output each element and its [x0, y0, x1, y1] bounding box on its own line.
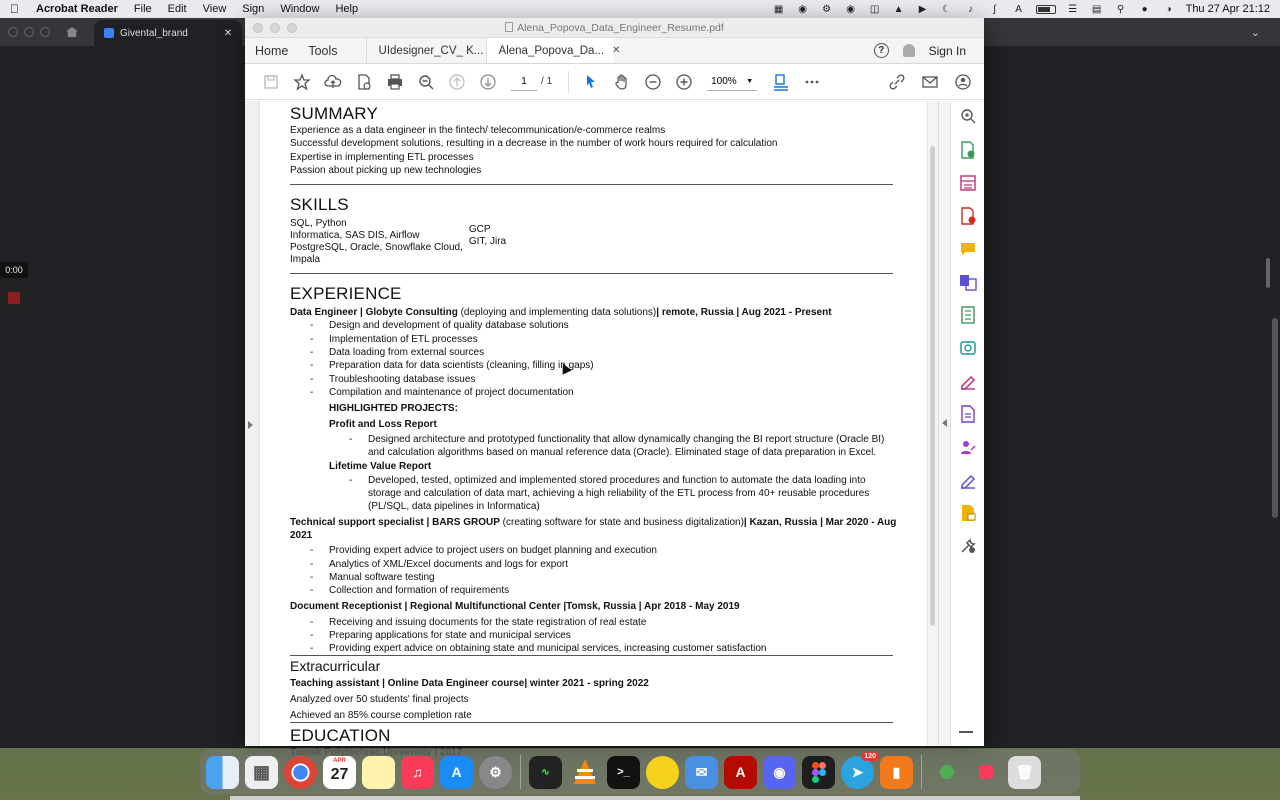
section-heading-experience: EXPERIENCE: [290, 284, 402, 304]
list-item: - Preparing applications for state and municipal services: [290, 629, 900, 642]
divider: [290, 184, 893, 185]
minimize-dot-icon[interactable]: [24, 27, 34, 37]
job-meta: | Kazan, Russia | Mar 2020 - Aug 2021: [290, 516, 897, 541]
browser-tab-label: Givental_brand: [120, 27, 188, 39]
skill-line: GIT, Jira: [468, 236, 507, 248]
system-settings-icon[interactable]: ⚙: [479, 756, 512, 789]
telegram-icon[interactable]: ➤ 120: [841, 756, 874, 789]
home-icon[interactable]: [66, 27, 78, 37]
extracurricular-line: Analyzed over 50 students' final projects: [290, 693, 469, 705]
control-center-icon[interactable]: ▤: [1091, 3, 1102, 15]
chevron-down-icon: ▼: [746, 77, 754, 85]
chrome-icon[interactable]: [284, 756, 317, 789]
collapse-pane-icon[interactable]: [959, 731, 973, 733]
zoom-select[interactable]: [707, 73, 757, 91]
bluetooth-icon[interactable]: ∫: [993, 3, 996, 15]
record-icon[interactable]: ◉: [846, 3, 855, 15]
acrobat-reader-icon[interactable]: A: [724, 756, 757, 789]
network-icon[interactable]: ▦: [773, 3, 784, 15]
job-description: (creating software for state and business digitalization): [499, 516, 744, 528]
sign-in-button[interactable]: Sign In: [928, 43, 966, 58]
list-item: - Providing expert advice on obtaining state and municipal services, increasing customer satisfaction: [290, 642, 900, 655]
section-heading-skills: SKILLS: [290, 195, 349, 215]
previous-page-icon[interactable]: [441, 68, 472, 96]
terminal-icon[interactable]: >_: [607, 756, 640, 789]
user-switch-icon[interactable]: ●: [1141, 3, 1148, 15]
tools-pane: [950, 101, 984, 746]
notification-count-icon[interactable]: ◉: [798, 3, 807, 15]
browser-tab[interactable]: [94, 20, 242, 46]
document-viewport[interactable]: [245, 101, 984, 746]
job-title: Document Receptionist | Regional Multifunctional Center |Tomsk, Russia | Apr 2018 - May 2019: [290, 601, 740, 613]
job-meta: | remote, Russia | Aug 2021 - Present: [656, 307, 832, 319]
export-pdf-icon[interactable]: [959, 141, 977, 159]
dock-divider: [520, 755, 521, 789]
mail-icon[interactable]: ✉: [685, 756, 718, 789]
list-item: - Data loading from external sources: [290, 346, 900, 359]
mail-icon[interactable]: [914, 68, 945, 96]
summary-line: Expertise in implementing ETL processes: [290, 151, 474, 163]
section-heading-summary: SUMMARY: [290, 104, 378, 123]
bell-icon[interactable]: [903, 44, 915, 57]
home-tab[interactable]: Home: [255, 43, 289, 58]
highlighted-projects-heading: HIGHLIGHTED PROJECTS:: [329, 403, 458, 415]
list-item: - Implementation of ETL processes: [290, 333, 900, 346]
shield-icon[interactable]: ◫: [869, 3, 880, 15]
list-item: - Manual software testing: [290, 571, 900, 584]
zoom-in-icon[interactable]: [668, 68, 699, 96]
skill-line: GCP: [468, 224, 491, 236]
right-panel-toggle[interactable]: [938, 101, 950, 746]
skill-line: Informatica, SAS DIS, Airflow: [290, 230, 420, 242]
section-heading-extracurricular: Extracurricular: [290, 657, 381, 674]
summary-line: Successful development solutions, resulting in a decrease in the number of work hours required for calculation: [290, 138, 778, 150]
close-icon[interactable]: ✕: [612, 45, 621, 56]
vertical-scrollbar[interactable]: [928, 101, 938, 746]
document-tab-label: Alena_Popova_Da...: [498, 44, 605, 57]
divider: [568, 71, 569, 93]
battery-icon[interactable]: [1036, 5, 1056, 14]
search-icon[interactable]: [959, 107, 977, 125]
compress-pdf-icon[interactable]: [959, 306, 977, 324]
menu-bar: [0, 0, 1280, 18]
list-item: - Designed architecture and prototyped functionality that allow dynamically changing the BI report structure (Oracle BI) and calculation algorithms based on manual reference data (Oracle). Eliminated stage of data preparation in Excel.: [290, 433, 890, 460]
dock-divider: [921, 755, 922, 789]
document-tab-active[interactable]: [486, 38, 621, 63]
close-dot-icon[interactable]: [8, 27, 18, 37]
unread-badge: 120: [861, 752, 879, 761]
chevron-down-icon[interactable]: ⌄: [1250, 27, 1260, 39]
menu-app-name[interactable]: Acrobat Reader: [36, 3, 118, 15]
figma-icon[interactable]: [802, 756, 835, 789]
moon-icon[interactable]: ☾: [942, 3, 952, 15]
job-title: Data Engineer | Globyte Consulting: [290, 307, 458, 319]
star-icon[interactable]: [286, 68, 317, 96]
calendar-day: 27: [330, 766, 349, 783]
select-pointer-icon[interactable]: [575, 68, 606, 96]
background-window-strip: [230, 796, 1080, 800]
hand-tool-icon[interactable]: [606, 68, 637, 96]
music-minimized-icon[interactable]: [969, 756, 1002, 789]
stop-icon: [8, 292, 20, 304]
file-share-icon[interactable]: [348, 68, 379, 96]
finder-icon[interactable]: [206, 756, 239, 789]
menu-view[interactable]: View: [202, 3, 227, 15]
sign-pen-icon[interactable]: [959, 471, 977, 489]
create-pdf-icon[interactable]: [959, 207, 977, 225]
play-icon[interactable]: ▶: [918, 3, 927, 15]
zoom-out-search-icon[interactable]: [410, 68, 441, 96]
next-page-icon[interactable]: [472, 68, 503, 96]
clock[interactable]: Thu 27 Apr 21:12: [1185, 3, 1270, 15]
acrobat-window: [245, 18, 984, 746]
window-title: [245, 22, 984, 34]
keyboard-layout-icon[interactable]: A: [1015, 3, 1022, 15]
activity-monitor-icon[interactable]: ∿: [529, 756, 562, 789]
summary-line: Experience as a data engineer in the fintech/ telecommunication/e-commerce realms: [290, 125, 666, 136]
siri-icon[interactable]: ◑: [1165, 3, 1172, 15]
list-item: - Developed, tested, optimized and implemented stored procedures and function to automate the data loading into storage and calculation of data mart, achieving a high reliability of the ETL process from 40+ reusable procedures (PL/SQL, data pipelines in Informatica): [290, 474, 890, 514]
discord-icon[interactable]: ◉: [763, 756, 796, 789]
page-number-input[interactable]: 1: [511, 73, 537, 91]
skill-line: Impala: [290, 254, 321, 266]
pdf-page: [260, 101, 927, 746]
trash-icon[interactable]: 🗑: [1008, 756, 1041, 789]
job-description: (deploying and implementing data solutions): [457, 307, 657, 319]
menu-edit[interactable]: Edit: [167, 3, 187, 15]
calendar-icon[interactable]: [323, 756, 356, 789]
left-panel-toggle[interactable]: [245, 101, 258, 746]
launchpad-icon[interactable]: ▦: [245, 756, 278, 789]
skill-line: SQL, Python: [290, 218, 347, 230]
document-icon: [505, 22, 513, 32]
save-icon[interactable]: [255, 68, 286, 96]
list-item: - Receiving and issuing documents for the state registration of real estate: [290, 616, 900, 629]
notes-icon[interactable]: [362, 756, 395, 789]
vlc-icon[interactable]: [568, 756, 601, 789]
stop-recording-button[interactable]: [0, 284, 28, 312]
dock: [200, 749, 1080, 795]
fill-sign-icon[interactable]: [959, 405, 977, 423]
edit-pdf-icon[interactable]: [959, 372, 977, 390]
scrollbar-thumb[interactable]: [930, 146, 935, 626]
list-item: - Providing expert advice to project users on budget planning and execution: [290, 544, 900, 557]
page-display-icon[interactable]: [765, 68, 796, 96]
zoom-out-icon[interactable]: [637, 68, 668, 96]
scrollbar[interactable]: [1266, 258, 1270, 288]
help-icon[interactable]: ?: [874, 43, 889, 58]
print-icon[interactable]: [379, 68, 410, 96]
toolbar: [245, 64, 984, 100]
menu-help[interactable]: Help: [335, 3, 359, 15]
title-bar: [245, 18, 984, 38]
project-title: Lifetime Value Report: [329, 461, 432, 473]
request-signature-icon[interactable]: [959, 438, 977, 456]
wifi-icon[interactable]: ☰: [1068, 3, 1078, 15]
chevron-left-icon: [942, 419, 947, 427]
job-title-line: [290, 516, 900, 543]
document-tab-label: UIdesigner_CV_ K...: [378, 44, 484, 57]
list-item: - Compilation and maintenance of project documentation: [290, 386, 900, 399]
menu-sign[interactable]: Sign: [242, 3, 265, 15]
vpn-icon[interactable]: ▲: [893, 3, 904, 15]
app-store-icon[interactable]: A: [440, 756, 473, 789]
job-title: Technical support specialist | BARS GROUP: [290, 516, 500, 528]
calendar-month: APR: [333, 757, 346, 764]
organize-pages-icon[interactable]: [959, 174, 977, 192]
list-item: - Troubleshooting database issues: [290, 373, 900, 386]
scan-ocr-icon[interactable]: [959, 339, 977, 357]
section-heading-education: EDUCATION: [290, 725, 391, 745]
status-area: [772, 3, 1270, 15]
list-item: - Design and development of quality database solutions: [290, 319, 900, 332]
music-icon[interactable]: ♫: [401, 756, 434, 789]
chevron-right-icon: [248, 421, 253, 429]
project-title: Profit and Loss Report: [329, 418, 437, 430]
list-item: - Preparation data for data scientists (cleaning, filling in gaps): [290, 359, 900, 372]
upload-cloud-icon[interactable]: [317, 68, 348, 96]
skill-line: PostgreSQL, Oracle, Snowflake Cloud,: [290, 242, 463, 254]
window-title-text: Alena_Popova_Data_Engineer_Resume.pdf: [517, 21, 724, 34]
recording-timer: 0:00: [0, 262, 28, 278]
chrome-minimized-icon[interactable]: [930, 756, 963, 789]
apple-menu-icon[interactable]: [10, 3, 22, 15]
volume-icon[interactable]: ♪: [968, 3, 974, 15]
skills-list: [290, 218, 900, 266]
combine-files-icon[interactable]: [959, 273, 977, 291]
divider: [290, 273, 893, 274]
close-icon[interactable]: ✕: [223, 27, 233, 39]
more-tools-icon[interactable]: [959, 537, 977, 555]
add-user-icon[interactable]: [947, 68, 978, 96]
scrollbar[interactable]: [1272, 318, 1278, 518]
books-icon[interactable]: ▮: [880, 756, 913, 789]
protect-file-icon[interactable]: [959, 504, 977, 522]
favicon-icon: [104, 28, 114, 38]
menu-file[interactable]: File: [133, 3, 152, 15]
tools-tab[interactable]: Tools: [308, 43, 338, 58]
page-total: / 1: [541, 76, 553, 87]
zoom-dot-icon[interactable]: [40, 27, 50, 37]
summary-line: Passion about picking up new technologies: [290, 164, 482, 176]
extracurricular-line: Achieved an 85% course completion rate: [290, 710, 472, 722]
list-item: - Analytics of XML/Excel documents and logs for export: [290, 558, 900, 571]
settings-icon[interactable]: ⚙: [822, 3, 832, 15]
link-share-icon[interactable]: [881, 68, 912, 96]
list-item: - Collection and formation of requirements: [290, 584, 900, 597]
zoom-value: 100%: [711, 75, 737, 87]
comment-icon[interactable]: [959, 240, 977, 258]
cyberduck-icon[interactable]: [646, 756, 679, 789]
menu-window[interactable]: Window: [280, 3, 320, 15]
extracurricular-title: Teaching assistant | Online Data Engineer course| winter 2021 - spring 2022: [290, 677, 649, 689]
document-tab[interactable]: [366, 38, 486, 63]
more-options-icon[interactable]: [796, 68, 827, 96]
spotlight-search-icon[interactable]: ⚲: [1116, 3, 1125, 15]
acrobat-tab-bar: [245, 38, 984, 64]
job-title-line: [290, 306, 900, 319]
